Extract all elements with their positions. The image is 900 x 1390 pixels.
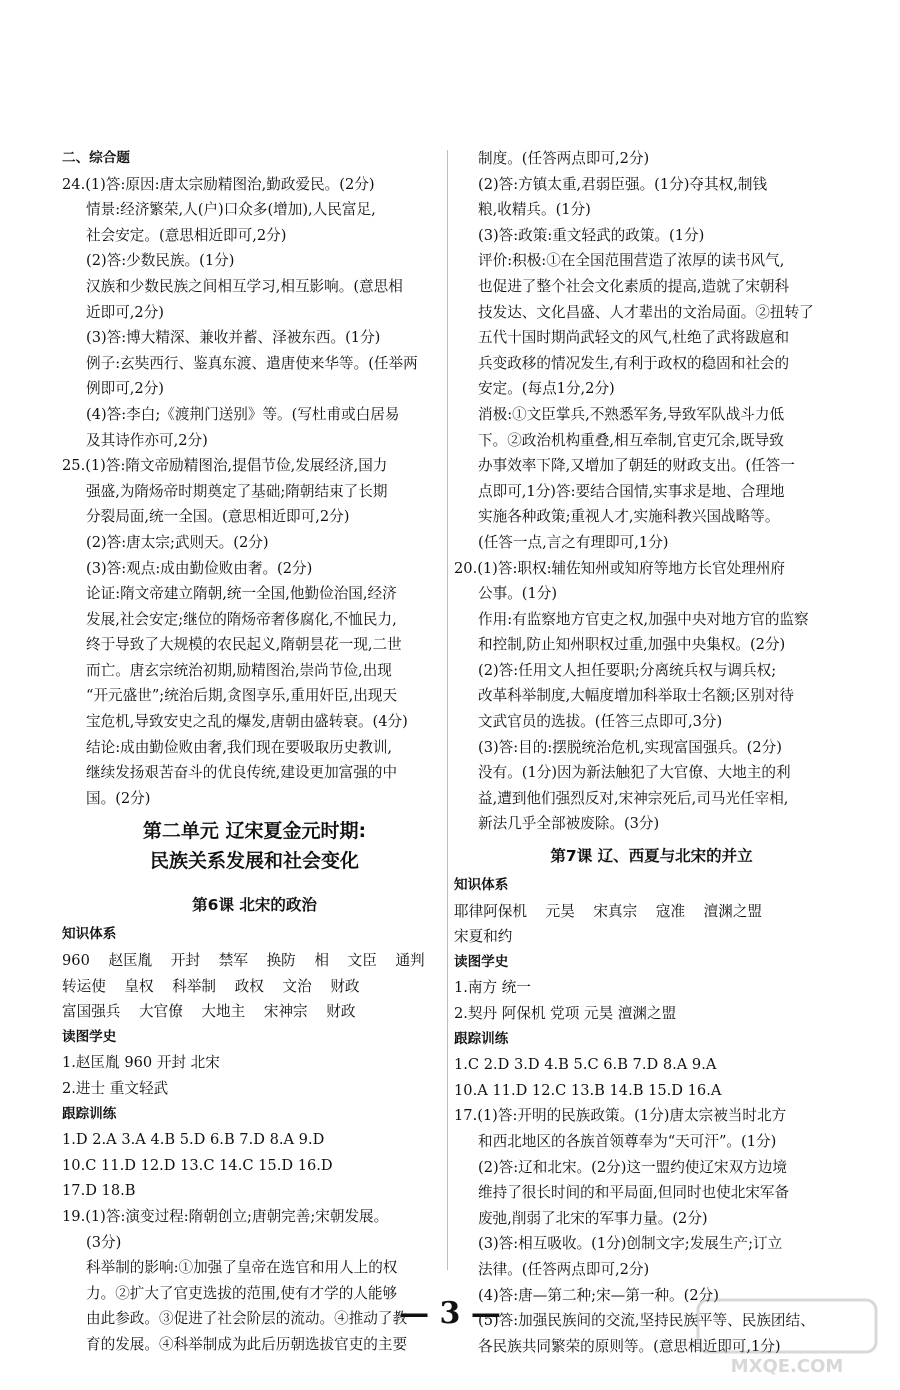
left-line: 读图学史 — [62, 1028, 117, 1045]
answer-site-watermark-logo — [692, 1296, 882, 1380]
left-line: 宝危机,导致安史之乱的爆发,唐朝由盛转衰。(4分) — [86, 713, 408, 731]
left-line: 终于导致了大规模的农民起义,隋朝昙花一现,二世 — [86, 636, 402, 654]
left-line: 19.(1)答:演变过程:隋朝创立;唐朝完善;宋朝发展。 — [62, 1207, 389, 1225]
right-line: 20.(1)答:职权:辅佐知州或知府等地方长官处理州府 — [454, 559, 785, 577]
left-line: 民族关系发展和社会变化 — [149, 850, 359, 873]
right-line: 跟踪训练 — [454, 1030, 509, 1047]
left-line: 第6课 北宋的政治 — [192, 896, 317, 915]
left-line: 10.C 11.D 12.D 13.C 14.C 15.D 16.D — [62, 1156, 333, 1174]
left-line: (4)答:李白;《渡荆门送别》等。(写杜甫或白居易 — [86, 405, 400, 423]
left-line: 例子:玄奘西行、鉴真东渡、遣唐使来华等。(任举两 — [86, 354, 418, 372]
right-line: (2)答:辽和北宋。(2分)这一盟约使辽宋双方边境 — [478, 1158, 787, 1176]
right-line: 知识体系 — [454, 877, 509, 894]
left-line: 及其诗作亦可,2分) — [86, 431, 208, 449]
right-line: (3)答:相互吸收。(1分)创制文字;发展生产;订立 — [478, 1235, 783, 1253]
right-line: 技发达、文化昌盛、人才辈出的文治局面。②扭转了 — [478, 303, 814, 321]
right-line: 文武官员的选拔。(任答三点即可,3分) — [478, 713, 723, 731]
left-line: 社会安定。(意思相近即可,2分) — [86, 226, 287, 244]
right-line: 办事效率下降,又增加了朝廷的财政支出。(任答一 — [478, 457, 795, 475]
right-line: (3)答:目的:摆脱统治危机,实现富国强兵。(2分) — [478, 738, 782, 756]
column-divider — [447, 150, 448, 1270]
right-line: 和控制,防止知州职权过重,加强中央集权。(2分) — [478, 636, 786, 654]
left-line: 17.D 18.B — [62, 1182, 136, 1200]
right-line: 没有。(1分)因为新法触犯了大官僚、大地主的利 — [478, 764, 791, 782]
left-line: 由此参政。③促进了社会阶层的流动。④推动了教 — [86, 1310, 408, 1328]
right-line: (2)答:任用文人担任要职;分离统兵权与调兵权; — [478, 661, 777, 679]
left-line: 960 赵匡胤 开封 禁军 换防 相 文臣 通判 — [62, 952, 425, 970]
right-line: 公事。(1分) — [478, 585, 558, 603]
left-line: 近即可,2分) — [86, 303, 164, 321]
left-line: 国。(2分) — [86, 789, 151, 807]
right-line: 1.C 2.D 3.D 4.B 5.C 6.B 7.D 8.A 9.A — [454, 1056, 717, 1074]
left-line: 知识体系 — [62, 926, 117, 943]
left-line: (2)答:少数民族。(1分) — [86, 252, 235, 270]
right-line: 维持了很长时间的和平局面,但同时也使北宋军备 — [478, 1184, 790, 1202]
left-line: 跟踪训练 — [62, 1105, 117, 1122]
left-line: 强盛,为隋炀帝时期奠定了基础;隋朝结束了长期 — [86, 482, 388, 500]
right-line: (任答一点,言之有理即可,1分) — [478, 533, 669, 551]
right-line: 五代十国时期尚武轻文的风气,杜绝了武将跋扈和 — [478, 329, 790, 347]
right-line: 新法几乎全部被废除。(3分) — [478, 815, 660, 833]
left-line: 第二单元 辽宋夏金元时期: — [142, 820, 367, 843]
page-number: — 3 — — [399, 1296, 501, 1331]
left-line: “开元盛世”;统治后期,贪图享乐,重用奸臣,出现天 — [86, 687, 398, 705]
left-line: 继续发扬艰苦奋斗的优良传统,建设更加富强的中 — [86, 764, 398, 782]
left-line: 科举制的影响:①加强了皇帝在选官和用人上的权 — [86, 1259, 398, 1277]
right-line: 第7课 辽、西夏与北宋的并立 — [550, 847, 753, 866]
left-line: (3分) — [86, 1233, 122, 1251]
right-line: 点即可,1分)答:要结合国情,实事求是地、合理地 — [478, 482, 785, 500]
right-line: 消极:①文臣掌兵,不熟悉军务,导致军队战斗力低 — [478, 405, 785, 423]
left-line: 论证:隋文帝建立隋朝,统一全国,他勤俭治国,经济 — [86, 585, 397, 603]
right-line: 实施各种政策;重视人才,实施科教兴国战略等。 — [478, 508, 780, 526]
right-line: (3)答:政策:重文轻武的政策。(1分) — [478, 226, 705, 244]
left-line: 汉族和少数民族之间相互学习,相互影响。(意思相 — [86, 277, 403, 295]
left-line: 24.(1)答:原因:唐太宗励精图治,勤政爱民。(2分) — [62, 175, 375, 193]
left-line: (2)答:唐太宗;武则天。(2分) — [86, 533, 269, 551]
left-line: 结论:成由勤俭败由奢,我们现在要吸取历史教训, — [86, 738, 393, 756]
right-line: (5)答:加强民族间的交流,坚持民族平等、民族团结、 — [478, 1312, 815, 1330]
left-line: 分裂局面,统一全国。(意思相近即可,2分) — [86, 508, 350, 526]
right-line: 评价:积极:①在全国范围营造了浓厚的读书风气, — [478, 252, 785, 270]
right-line: 兵变政移的情况发生,有利于政权的稳固和社会的 — [478, 354, 790, 372]
left-line: 而亡。唐玄宗统治初期,励精图治,崇尚节俭,出现 — [86, 661, 392, 679]
right-line: 宋夏和约 — [454, 928, 513, 946]
right-line: 制度。(任答两点即可,2分) — [478, 150, 650, 167]
right-line: 2.契丹 阿保机 党项 元昊 澶渊之盟 — [454, 1005, 677, 1022]
right-column — [454, 146, 849, 1359]
right-line: 安定。(每点1分,2分) — [478, 380, 615, 398]
right-line: 作用:有监察地方官吏之权,加强中央对地方官的监察 — [478, 610, 809, 628]
left-line: 2.进士 重文轻武 — [62, 1080, 169, 1097]
right-line: 法律。(任答两点即可,2分) — [478, 1260, 650, 1278]
right-line: 废弛,削弱了北宋的军事力量。(2分) — [478, 1209, 708, 1227]
left-line: (3)答:观点:成由勤俭败由奢。(2分) — [86, 559, 313, 577]
watermark-text: MXQE.COM — [730, 1356, 844, 1377]
left-line: (3)答:博大精深、兼收并蓄、泽被东西。(1分) — [86, 329, 381, 347]
left-line: 富国强兵 大官僚 大地主 宋神宗 财政 — [62, 1003, 356, 1021]
right-line: 耶律阿保机 元昊 宋真宗 寇准 澶渊之盟 — [454, 902, 763, 920]
right-line: 改革科举制度,大幅度增加科举取士名额;区别对待 — [478, 687, 795, 705]
right-line: 下。②政治机构重叠,相互牵制,官吏冗余,既导致 — [478, 431, 784, 449]
right-line: 粮,收精兵。(1分) — [478, 201, 591, 219]
left-line: 1.D 2.A 3.A 4.B 5.D 6.B 7.D 8.A 9.D — [62, 1131, 325, 1149]
right-line: 17.(1)答:开明的民族政策。(1分)唐太宗被当时北方 — [454, 1107, 787, 1125]
left-line: 发展,社会安定;继位的隋炀帝奢侈腐化,不恤民力, — [86, 610, 397, 628]
left-line: 情景:经济繁荣,人(户)口众多(增加),人民富足, — [86, 201, 376, 219]
right-line: 也促进了整个社会文化素质的提高,造就了宋朝科 — [478, 277, 790, 295]
left-column — [62, 146, 447, 1358]
right-line: 10.A 11.D 12.C 13.B 14.B 15.D 16.A — [454, 1081, 722, 1099]
left-line: 25.(1)答:隋文帝励精图治,提倡节俭,发展经济,国力 — [62, 457, 388, 475]
right-line: (4)答:唐—第二种;宋—第一种。(2分) — [478, 1286, 719, 1304]
left-line: 二、综合题 — [62, 150, 130, 166]
right-line: 1.南方 统一 — [454, 979, 531, 997]
left-line: 1.赵匡胤 960 开封 北宋 — [62, 1054, 220, 1072]
left-line: 力。②扩大了官吏选拔的范围,使有才学的人能够 — [86, 1284, 398, 1302]
left-line: 转运使 皇权 科举制 政权 文治 财政 — [62, 977, 360, 995]
right-line: 和西北地区的各族首领尊奉为“天可汗”。(1分) — [478, 1132, 777, 1150]
right-line: 益,遭到他们强烈反对,宋神宗死后,司马光任宰相, — [478, 789, 789, 807]
left-line: 例即可,2分) — [86, 380, 164, 398]
right-line: (2)答:方镇太重,君弱臣强。(1分)夺其权,制钱 — [478, 175, 768, 193]
right-line: 各民族共同繁荣的原则等。(意思相近即可,1分) — [478, 1337, 781, 1355]
left-line: 育的发展。④科举制成为此后历朝选拔官吏的主要 — [86, 1335, 408, 1353]
right-line: 读图学史 — [454, 953, 509, 970]
